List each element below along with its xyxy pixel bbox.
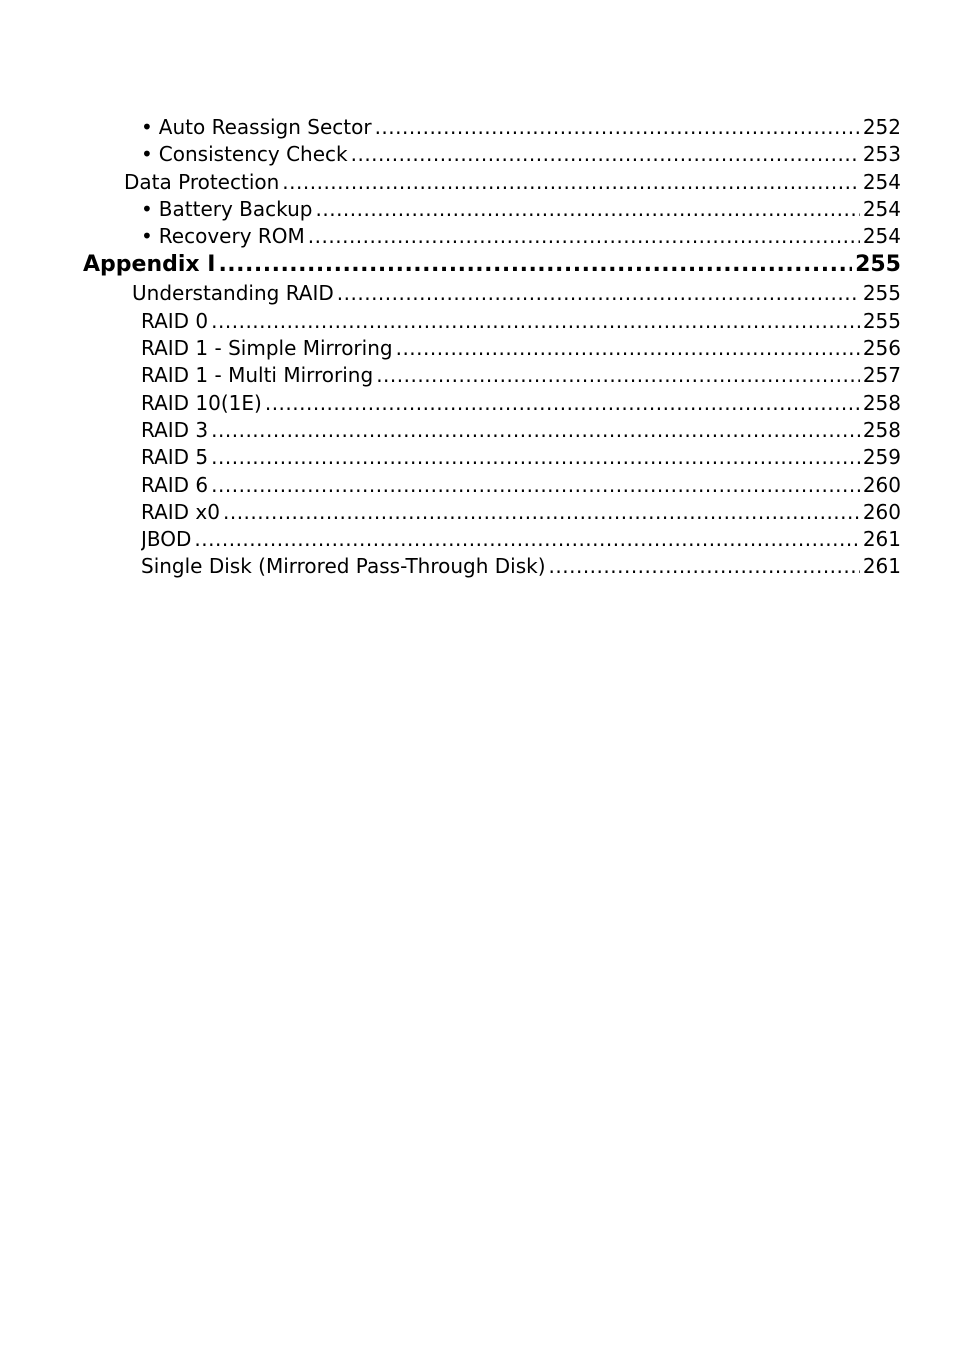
toc-entry-label: RAID x0 <box>141 499 220 524</box>
dot-leader <box>376 362 860 389</box>
toc-entry[interactable] <box>0 444 954 471</box>
toc-entry-label: Battery Backup <box>158 196 313 221</box>
toc-entry[interactable] <box>0 417 954 444</box>
toc-entry[interactable] <box>0 280 954 307</box>
bullet: • <box>141 142 153 167</box>
toc-entry-label: JBOD <box>141 527 192 552</box>
dot-leader <box>223 499 860 526</box>
toc-page-number: 254 <box>862 196 901 221</box>
dot-leader <box>211 472 860 499</box>
dot-leader <box>308 223 860 250</box>
toc-entry-label: Recovery ROM <box>158 224 305 249</box>
toc-entry-label: RAID 0 <box>141 308 209 333</box>
toc-entry[interactable] <box>0 114 954 141</box>
dot-leader <box>211 308 860 335</box>
toc-entry[interactable] <box>0 526 954 553</box>
toc-page-number: 260 <box>862 499 901 524</box>
toc-entry[interactable] <box>0 472 954 499</box>
toc-entry-label: RAID 1 - Multi Mirroring <box>141 363 374 388</box>
toc-entry[interactable] <box>0 196 954 223</box>
toc-page-number: 258 <box>862 390 901 415</box>
dot-leader <box>282 169 860 196</box>
toc-entry-label: RAID 1 - Simple Mirroring <box>141 336 393 361</box>
toc-entry-label: RAID 6 <box>141 472 209 497</box>
toc-entry[interactable] <box>0 141 954 168</box>
toc-entry-label: RAID 5 <box>141 445 209 470</box>
dot-leader <box>265 390 860 417</box>
toc-page-number: 257 <box>862 363 901 388</box>
toc-entry-label: Single Disk (Mirrored Pass-Through Disk) <box>141 554 546 579</box>
toc-entry-label: RAID 3 <box>141 417 209 442</box>
toc-page-number: 261 <box>862 554 901 579</box>
toc-entry-label: Consistency Check <box>158 142 348 167</box>
dot-leader <box>316 196 860 223</box>
toc-entry-label: Auto Reassign Sector <box>158 115 372 139</box>
toc-page-number: 253 <box>862 142 901 167</box>
toc-page-number: 259 <box>862 445 901 470</box>
toc-page-number: 256 <box>862 336 901 361</box>
toc-entry[interactable] <box>0 335 954 362</box>
dot-leader <box>218 250 852 280</box>
toc-entry[interactable] <box>0 169 954 196</box>
bullet: • <box>141 115 153 139</box>
dot-leader <box>396 335 860 362</box>
toc-entry-label: RAID 10(1E) <box>141 390 262 415</box>
toc-page-number: 255 <box>862 308 901 333</box>
dot-leader <box>337 280 860 307</box>
toc-entry[interactable] <box>0 390 954 417</box>
toc-page-number: 255 <box>862 281 901 306</box>
dot-leader <box>375 114 860 141</box>
bullet: • <box>141 224 153 249</box>
toc-page-number: 254 <box>862 224 901 249</box>
toc-entry-label: Data Protection <box>124 169 280 194</box>
toc-page-number: 261 <box>862 527 901 552</box>
dot-leader <box>351 141 860 168</box>
dot-leader <box>194 526 859 553</box>
dot-leader <box>211 444 860 471</box>
dot-leader <box>211 417 860 444</box>
toc-chapter-entry[interactable] <box>0 250 954 280</box>
toc-chapter-label: Appendix I <box>83 252 216 278</box>
dot-leader <box>549 553 860 580</box>
toc-entry[interactable] <box>0 362 954 389</box>
toc-page-number: 255 <box>855 252 901 278</box>
table-of-contents <box>0 114 954 581</box>
toc-entry[interactable] <box>0 223 954 250</box>
toc-entry-label: Understanding RAID <box>132 281 334 306</box>
toc-entry[interactable] <box>0 308 954 335</box>
toc-page-number: 252 <box>862 115 901 139</box>
toc-entry[interactable] <box>0 553 954 580</box>
toc-page-number: 260 <box>862 472 901 497</box>
toc-page-number: 258 <box>862 417 901 442</box>
bullet: • <box>141 196 153 221</box>
toc-page-number: 254 <box>862 169 901 194</box>
toc-entry[interactable] <box>0 499 954 526</box>
